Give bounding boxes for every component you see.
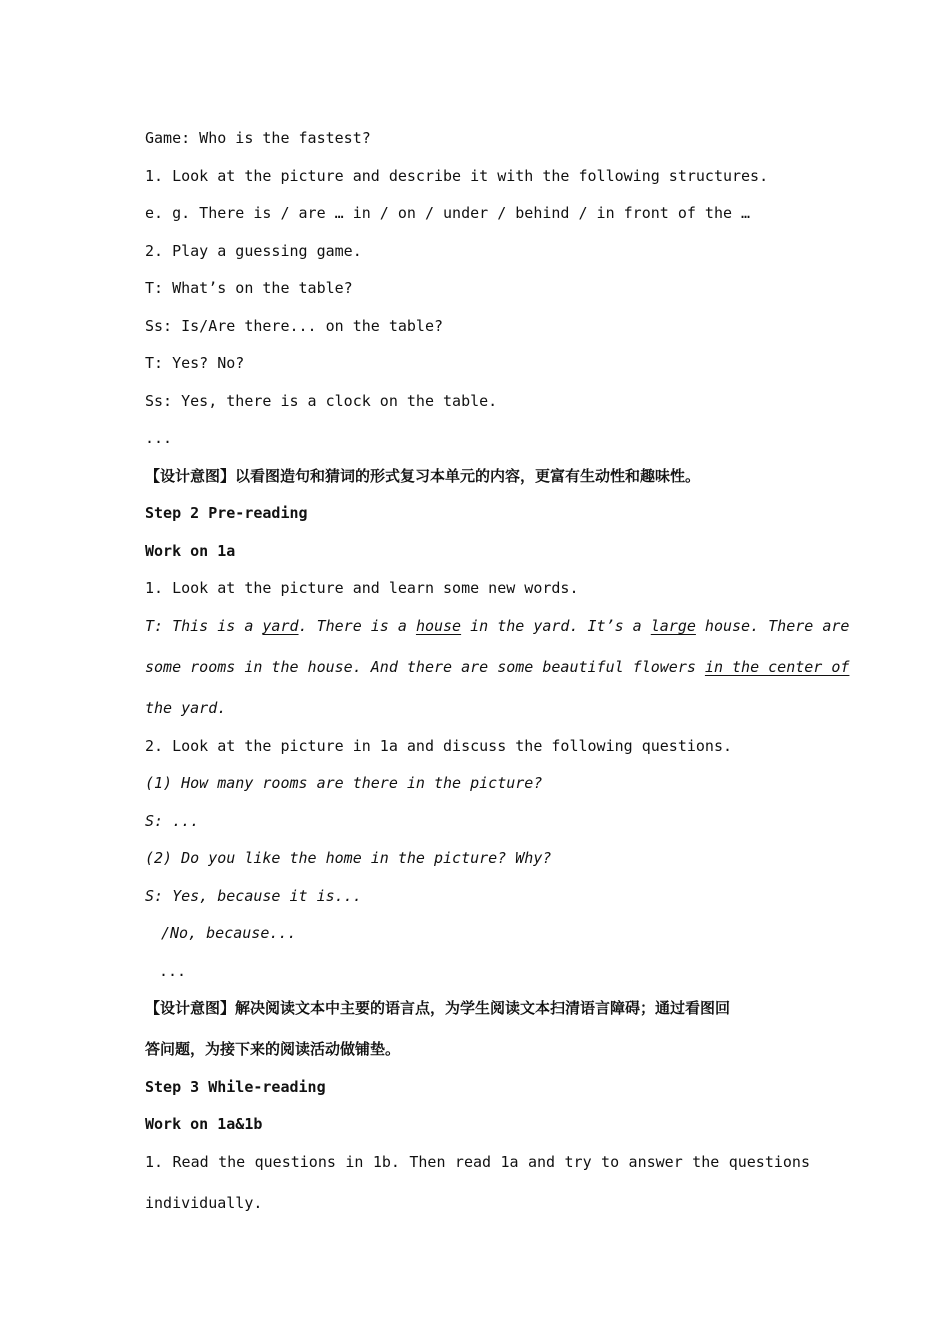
vocab-yard: yard (262, 617, 299, 635)
step-3-heading: Step 3 While-reading (145, 1078, 326, 1096)
work-on-1a-1b-heading: Work on 1a&1b (145, 1115, 263, 1133)
vocab-large: large (650, 617, 696, 635)
dialogue-students-answer: Ss: Yes, there is a clock on the table. (145, 392, 498, 410)
answer-2-yes: S: Yes, because it is... (145, 887, 362, 905)
instruction-new-words: 1. Look at the picture and learn some new words. (145, 579, 579, 597)
vocab-in-the-center-of: in the center of (704, 658, 850, 676)
text-segment: some rooms in the house. And there are some beautiful flowers (145, 658, 705, 676)
teacher-model-line-1 (145, 616, 850, 636)
answer-2-no: /No, because... (161, 924, 297, 942)
dialogue-students-question: Ss: Is/Are there... on the table? (145, 317, 444, 335)
question-2: (2) Do you like the home in the picture? Why? (145, 849, 552, 867)
ellipsis: ... (145, 429, 173, 447)
step-2-heading: Step 2 Pre-reading (145, 504, 308, 522)
text-segment: . There is a (298, 617, 416, 635)
text-segment: in the yard. It’s a (461, 617, 651, 635)
dialogue-teacher-reply: T: Yes? No? (145, 354, 245, 372)
question-1: (1) How many rooms are there in the picture? (145, 774, 543, 792)
instruction-guessing: 2. Play a guessing game. (145, 242, 362, 260)
ellipsis-2: ... (159, 962, 187, 980)
teacher-model-line-3: the yard. (145, 699, 227, 717)
instruction-read-line-1: 1. Read the questions in 1b. Then read 1a and try to answer the questions (145, 1153, 810, 1171)
work-on-1a-heading: Work on 1a (145, 542, 236, 560)
dialogue-teacher-question: T: What’s on the table? (145, 279, 353, 297)
vocab-house: house (415, 617, 462, 635)
design-intent-2-line-2: 答问题，为接下来的阅读活动做铺垫。 (145, 1040, 401, 1058)
instruction-describe: 1. Look at the picture and describe it with the following structures. (145, 167, 769, 185)
design-intent-1: 【设计意图】以看图造句和猜词的形式复习本单元的内容，更富有生动性和趣味性。 (145, 467, 701, 485)
text-segment: T: This is a (145, 617, 263, 635)
teacher-model-line-2 (145, 657, 850, 677)
example-structure: e. g. There is / are … in / on / under / behind / in front of the … (145, 204, 751, 222)
design-intent-2-line-1: 【设计意图】解决阅读文本中主要的语言点，为学生阅读文本扫清语言障碍；通过看图回 (145, 999, 731, 1017)
answer-1: S: ... (145, 812, 200, 830)
instruction-discuss: 2. Look at the picture in 1a and discuss the following questions. (145, 737, 732, 755)
instruction-read-line-2: individually. (145, 1194, 263, 1212)
game-title: Game: Who is the fastest? (145, 129, 371, 147)
text-segment: house. There are (695, 617, 850, 635)
